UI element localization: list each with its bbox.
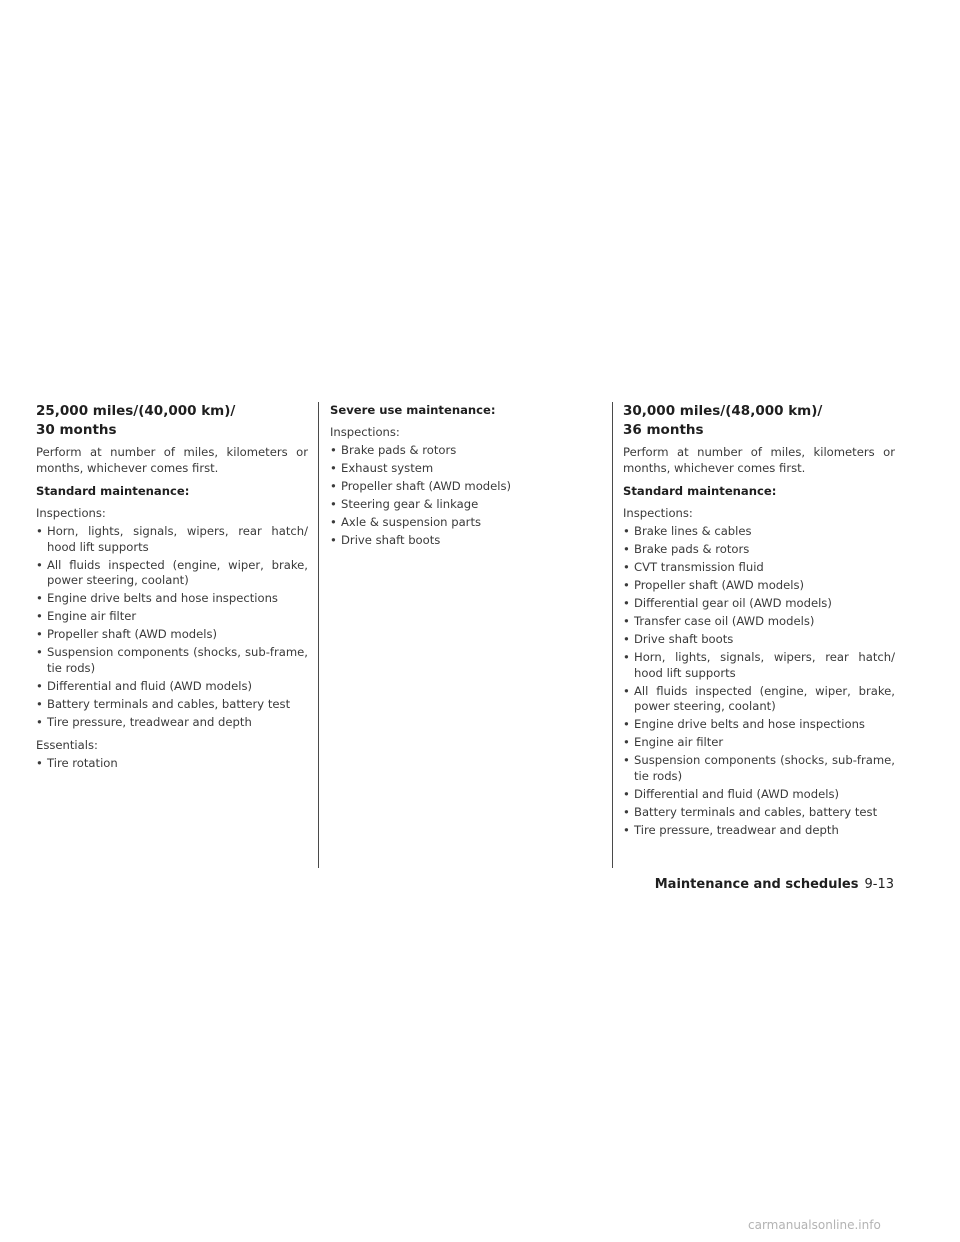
bullet-icon: • [623, 650, 630, 664]
section-heading-30000 [623, 402, 895, 440]
list-item [623, 524, 895, 540]
list-item-text: Suspension components (shocks, sub-frame, tie rods) [47, 645, 308, 675]
bullet-icon: • [623, 542, 630, 556]
list-item-text: Engine air filter [47, 609, 137, 623]
bullet-icon: • [623, 822, 630, 837]
section-heading-25000 [36, 402, 308, 440]
list-item [330, 533, 602, 549]
bullet-icon: • [623, 753, 630, 767]
list-item [623, 578, 895, 594]
list-item-text: Propeller shaft (AWD models) [634, 578, 805, 592]
bullet-icon: • [330, 479, 337, 493]
bullet-icon: • [36, 714, 43, 729]
list-item [623, 717, 895, 733]
column-divider [612, 402, 613, 868]
list-item-text: CVT transmission fluid [634, 560, 764, 574]
bullet-icon: • [36, 696, 43, 711]
essentials-list [36, 756, 308, 772]
bullet-icon: • [36, 627, 43, 641]
inspections-list [36, 524, 308, 730]
bullet-icon: • [330, 461, 337, 475]
bullet-icon: • [36, 591, 43, 605]
list-item-text: Brake lines & cables [634, 524, 752, 538]
list-item-text: Engine drive belts and hose inspections [47, 591, 278, 605]
list-item [36, 697, 308, 713]
inspections-label: Inspections: [36, 506, 106, 520]
bullet-icon: • [623, 614, 630, 628]
list-item [623, 542, 895, 558]
list-item [623, 560, 895, 576]
list-item [623, 823, 895, 839]
list-item-text: Tire pressure, treadwear and depth [634, 822, 839, 837]
list-item-text: Propeller shaft (AWD models) [47, 627, 218, 641]
severe-use-label: Severe use maintenance: [330, 403, 496, 417]
list-item-text: Differential and fluid (AWD models) [634, 786, 840, 801]
list-item-text: Engine air filter [634, 735, 724, 749]
column-severe-use [330, 402, 602, 556]
list-item [330, 497, 602, 513]
list-item-text: Engine drive belts and hose inspections [634, 717, 865, 731]
intro-text: Perform at number of miles, kilometers or months, whichever comes first. [623, 445, 895, 475]
bullet-icon: • [623, 524, 630, 538]
page-number: 9-13 [864, 877, 894, 892]
footer-section-title: Maintenance and schedules [654, 877, 859, 892]
list-item-text: All fluids inspected (engine, wiper, brake, power steering, coolant) [47, 557, 308, 587]
list-item [623, 805, 895, 821]
bullet-icon: • [623, 578, 630, 592]
bullet-icon: • [623, 683, 630, 698]
list-item [623, 596, 895, 612]
list-item [330, 461, 602, 477]
list-item [623, 614, 895, 630]
inspections-list [330, 443, 602, 549]
list-item [330, 515, 602, 531]
list-item-text: Tire pressure, treadwear and depth [47, 714, 252, 729]
list-item [36, 715, 308, 731]
list-item [36, 627, 308, 643]
bullet-icon: • [623, 596, 630, 610]
bullet-icon: • [36, 756, 43, 770]
list-item-text: Differential gear oil (AWD models) [634, 596, 832, 610]
inspections-label: Inspections: [623, 506, 693, 520]
list-item [623, 735, 895, 751]
bullet-icon: • [36, 557, 43, 572]
inspections-list [623, 524, 895, 838]
list-item-text: Tire rotation [47, 756, 118, 770]
bullet-icon: • [330, 533, 337, 547]
bullet-icon: • [36, 524, 43, 538]
heading-line-1: 30,000 miles/(48,000 km)/ [623, 403, 823, 419]
column-25000-miles [36, 402, 308, 779]
standard-maintenance-label: Standard maintenance: [36, 484, 190, 498]
list-item [36, 756, 308, 772]
list-item-text: Propeller shaft (AWD models) [341, 479, 512, 493]
list-item [330, 479, 602, 495]
inspections-label: Inspections: [330, 425, 400, 439]
list-item-text: Brake pads & rotors [341, 443, 457, 457]
heading-line-2: 36 months [623, 422, 704, 438]
page-footer [655, 877, 894, 892]
bullet-icon: • [36, 645, 43, 659]
list-item [36, 558, 308, 589]
list-item-text: Battery terminals and cables, battery test [47, 696, 291, 711]
list-item-text: All fluids inspected (engine, wiper, brake, power steering, coolant) [634, 683, 895, 713]
list-item-text: Suspension components (shocks, sub-frame, tie rods) [634, 753, 895, 783]
list-item-text: Drive shaft boots [341, 533, 441, 547]
essentials-label: Essentials: [36, 738, 98, 752]
list-item-text: Transfer case oil (AWD models) [634, 614, 815, 628]
list-item [36, 609, 308, 625]
list-item-text: Battery terminals and cables, battery test [634, 804, 878, 819]
list-item-text: Exhaust system [341, 461, 434, 475]
column-divider [318, 402, 319, 868]
list-item [36, 591, 308, 607]
column-30000-miles [623, 402, 895, 845]
intro-text: Perform at number of miles, kilometers or months, whichever comes first. [36, 445, 308, 475]
bullet-icon: • [623, 735, 630, 749]
heading-line-2: 30 months [36, 422, 117, 438]
list-item-text: Brake pads & rotors [634, 542, 750, 556]
heading-line-1: 25,000 miles/(40,000 km)/ [36, 403, 236, 419]
list-item [330, 443, 602, 459]
bullet-icon: • [330, 443, 337, 457]
bullet-icon: • [623, 804, 630, 819]
bullet-icon: • [330, 515, 337, 529]
list-item [36, 679, 308, 695]
bullet-icon: • [36, 678, 43, 693]
list-item [36, 524, 308, 555]
watermark: carmanualsonline.info [748, 1218, 881, 1232]
bullet-icon: • [623, 717, 630, 731]
list-item-text: Axle & suspension parts [341, 515, 482, 529]
list-item [623, 684, 895, 715]
bullet-icon: • [330, 497, 337, 511]
list-item [623, 650, 895, 681]
list-item [623, 632, 895, 648]
list-item-text: Steering gear & linkage [341, 497, 479, 511]
list-item-text: Differential and fluid (AWD models) [47, 678, 253, 693]
list-item-text: Horn, lights, signals, wipers, rear hatch/ hood lift supports [634, 650, 895, 680]
bullet-icon: • [623, 786, 630, 801]
bullet-icon: • [623, 632, 630, 646]
list-item-text: Horn, lights, signals, wipers, rear hatch/ hood lift supports [47, 524, 308, 554]
bullet-icon: • [623, 560, 630, 574]
list-item [36, 645, 308, 676]
list-item [623, 787, 895, 803]
bullet-icon: • [36, 609, 43, 623]
standard-maintenance-label: Standard maintenance: [623, 484, 777, 498]
list-item-text: Drive shaft boots [634, 632, 734, 646]
list-item [623, 753, 895, 784]
